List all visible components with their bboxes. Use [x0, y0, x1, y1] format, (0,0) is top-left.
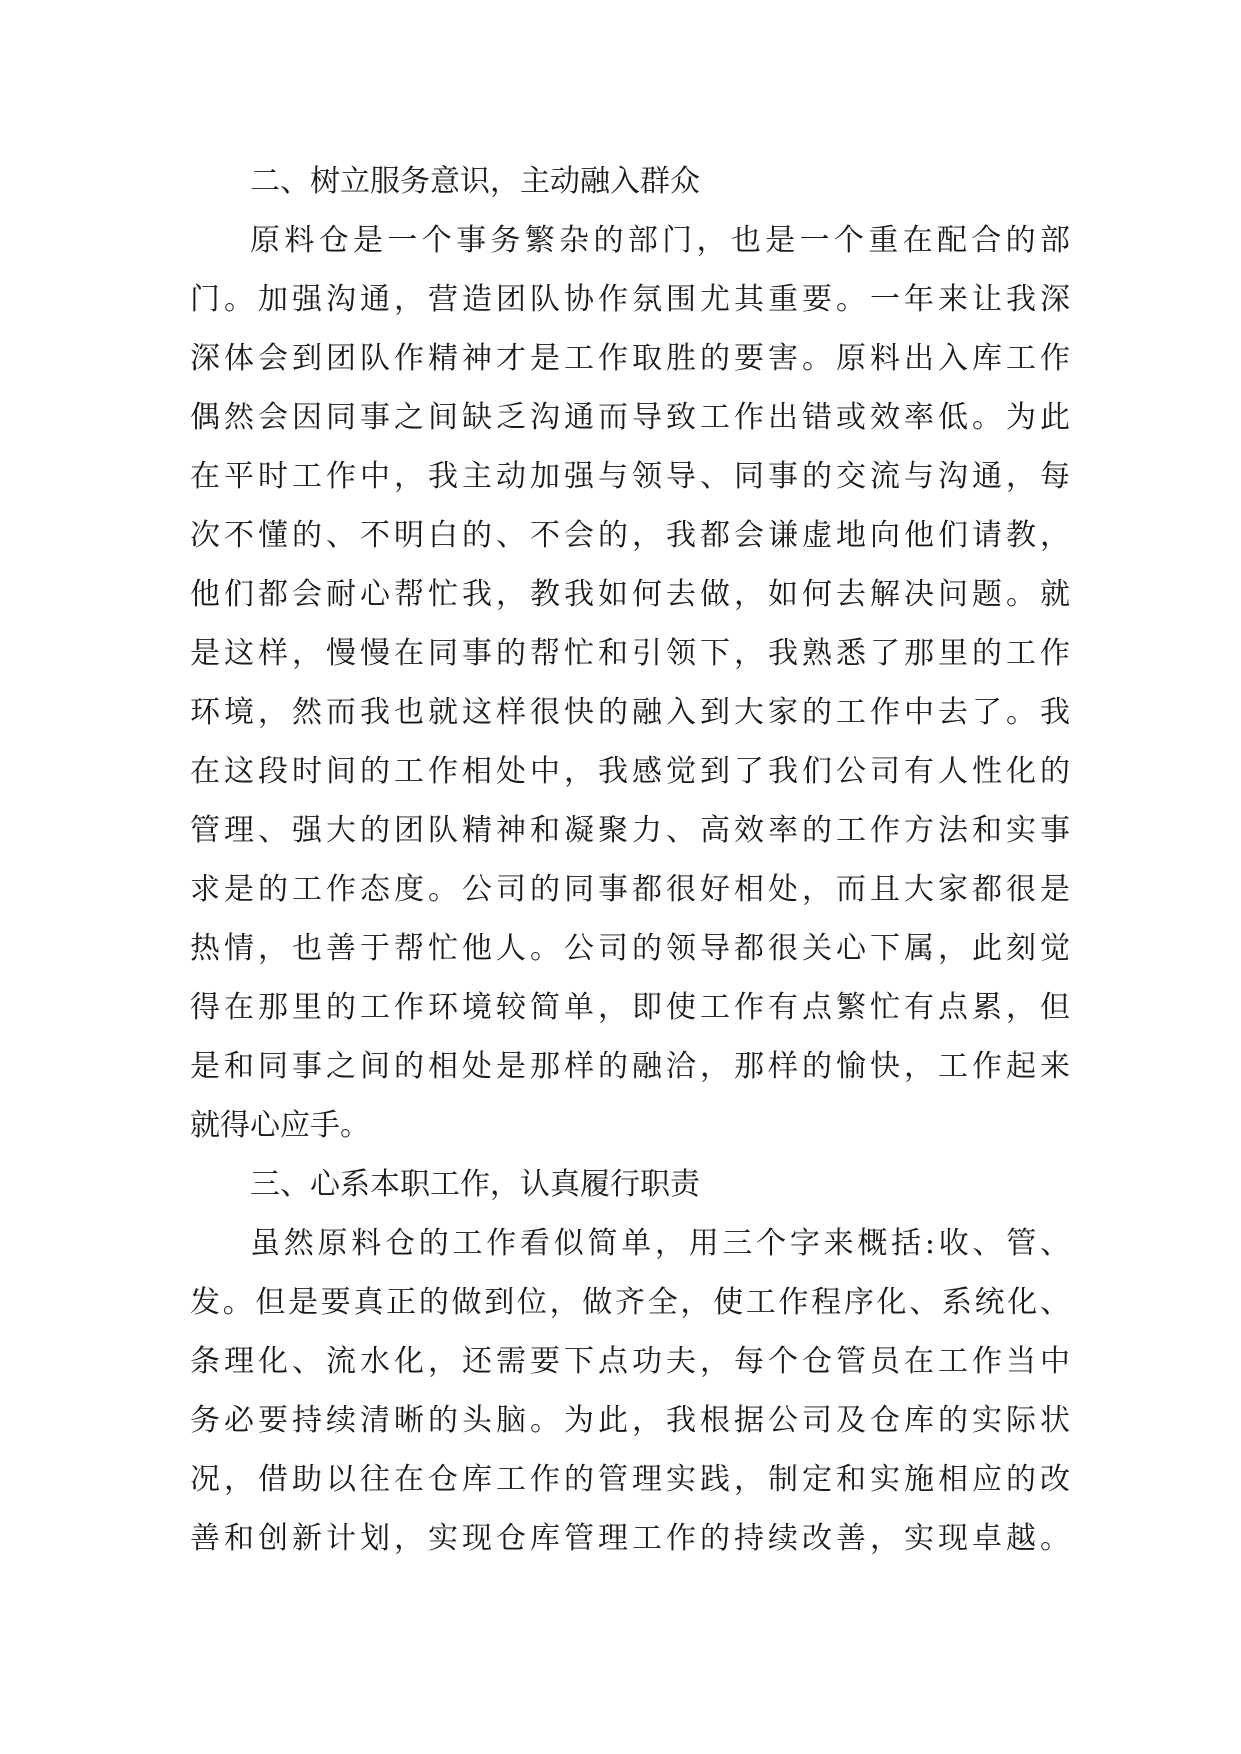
section-heading-service: 二、树立服务意识，主动融入群众: [250, 164, 700, 199]
paragraph-line: 求是的工作态度。公司的同事都很好相处，而且大家都很是: [190, 872, 1070, 907]
section-heading-duty: 三、心系本职工作，认真履行职责: [250, 1167, 700, 1202]
paragraph-line: 况，借助以往在仓库工作的管理实践，制定和实施相应的改: [190, 1462, 1070, 1497]
paragraph-line: 是和同事之间的相处是那样的融洽，那样的愉快，工作起来: [190, 1049, 1070, 1084]
paragraph-line: 在平时工作中，我主动加强与领导、同事的交流与沟通，每: [190, 459, 1070, 494]
paragraph-line: 在这段时间的工作相处中，我感觉到了我们公司有人性化的: [190, 754, 1070, 789]
paragraph-line: 是这样，慢慢在同事的帮忙和引领下，我熟悉了那里的工作: [190, 636, 1070, 671]
paragraph-line: 环境，然而我也就这样很快的融入到大家的工作中去了。我: [190, 695, 1070, 730]
paragraph-line: 就得心应手。: [190, 1108, 370, 1143]
paragraph-line: 深体会到团队作精神才是工作取胜的要害。原料出入库工作: [190, 341, 1070, 376]
paragraph-line: 善和创新计划，实现仓库管理工作的持续改善，实现卓越。: [190, 1521, 1070, 1556]
paragraph-line: 次不懂的、不明白的、不会的，我都会谦虚地向他们请教，: [190, 518, 1070, 553]
paragraph-line: 得在那里的工作环境较简单，即使工作有点繁忙有点累，但: [190, 990, 1070, 1025]
paragraph-line: 原料仓是一个事务繁杂的部门，也是一个重在配合的部: [250, 223, 1070, 258]
paragraph-line: 热情，也善于帮忙他人。公司的领导都很关心下属，此刻觉: [190, 931, 1070, 966]
paragraph-line: 务必要持续清晰的头脑。为此，我根据公司及仓库的实际状: [190, 1403, 1070, 1438]
paragraph-line: 偶然会因同事之间缺乏沟通而导致工作出错或效率低。为此: [190, 400, 1070, 435]
paragraph-line: 管理、强大的团队精神和凝聚力、高效率的工作方法和实事: [190, 813, 1070, 848]
paragraph-line: 门。加强沟通，营造团队协作氛围尤其重要。一年来让我深: [190, 282, 1070, 317]
document-body: [190, 152, 1070, 1568]
paragraph-line: 发。但是要真正的做到位，做齐全，使工作程序化、系统化、: [190, 1285, 1070, 1320]
paragraph-line: 虽然原料仓的工作看似简单，用三个字来概括:收、管、: [250, 1226, 1070, 1261]
paragraph-line: 条理化、流水化，还需要下点功夫，每个仓管员在工作当中: [190, 1344, 1070, 1379]
paragraph-line: 他们都会耐心帮忙我，教我如何去做，如何去解决问题。就: [190, 577, 1070, 612]
